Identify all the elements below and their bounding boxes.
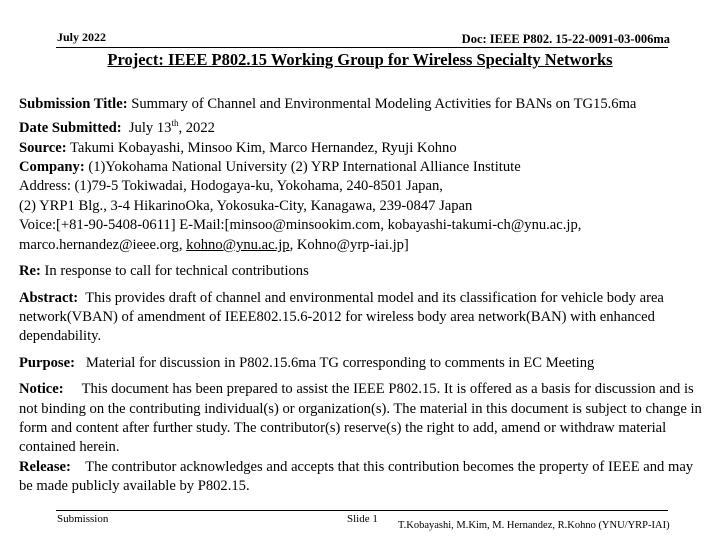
release-label: Release:: [19, 458, 71, 475]
date-submitted-line: [19, 114, 709, 138]
date-submitted-label: Date Submitted:: [19, 120, 122, 137]
abstract-text: This provides draft of channel and environmental model and its classification for vehicle body area network(VBAN) of amendment of IEEE802.15.6-2012 for wireless body area network(BAN) with enhanced dependability.: [19, 289, 664, 345]
abstract-label: Abstract:: [19, 289, 79, 306]
footer-submission: Submission: [57, 513, 109, 525]
submission-title-value: Summary of Channel and Environmental Modeling Activities for BANs on TG15.6ma: [131, 96, 637, 112]
voice-email-line: Voice:[+81-90-5408-0611] E-Mail:[minsoo@minsookim.com, kobayashi-takumi-ch@ynu.ac.jp,: [19, 217, 582, 234]
company-line: [19, 158, 709, 177]
submission-title-label: Submission Title:: [19, 96, 128, 112]
slide-body: [19, 90, 709, 497]
footer-slide-number: Slide 1: [347, 513, 378, 525]
email-line-start: marco.hernandez@ieee.org,: [19, 236, 187, 253]
purpose-paragraph: [19, 354, 709, 373]
abstract-paragraph: [19, 289, 709, 347]
footer-divider: [56, 510, 668, 511]
purpose-label: Purpose:: [19, 354, 75, 371]
notice-text: This document has been prepared to assist the IEEE P802.15. It is offered as a basis for discussion and is not binding on the contributing individual(s) or organization(s). The material in this document is subject to change in form and content after further study. The contributor(s) reserve(s) the right to add, amend or withdraw material contained herein.: [19, 381, 702, 456]
date-submitted-ordinal: th: [171, 118, 179, 129]
email-link[interactable]: kohno@ynu.ac.jp: [186, 236, 290, 253]
purpose-text: Material for discussion in P802.15.6ma TG corresponding to comments in EC Meeting: [85, 354, 595, 371]
re-value: In response to call for technical contributions: [44, 263, 309, 280]
re-line: [19, 262, 709, 281]
date-submitted-year: , 2022: [178, 120, 215, 137]
date-submitted-value: July 13: [128, 120, 172, 137]
notice-paragraph: [19, 380, 709, 458]
header-date: July 2022: [57, 30, 107, 44]
submission-title-line: [19, 95, 709, 114]
company-label: Company:: [19, 159, 85, 176]
source-label: Source:: [19, 139, 67, 156]
email-line-end: , Kohno@yrp-iai.jp]: [289, 236, 409, 253]
header-doc-id: Doc: IEEE P802. 15-22-0091-03-006ma: [461, 32, 670, 46]
address-line-2: (2) YRP1 Blg., 3-4 HikarinoOka, Yokosuka-City, Kanagawa, 239-0847 Japan: [19, 197, 473, 214]
address-line-1: Address: (1)79-5 Tokiwadai, Hodogaya-ku, Yokohama, 240-8501 Japan,: [19, 178, 443, 195]
company-value: (1)Yokohama National University (2) YRP International Alliance Institute: [88, 159, 521, 176]
release-paragraph: [19, 458, 709, 497]
footer-authors: T.Kobayashi, M.Kim, M. Hernandez, R.Kohno (YNU/YRP-IAI): [398, 520, 670, 531]
re-label: Re:: [19, 263, 41, 280]
source-line: [19, 139, 709, 158]
project-title: Project: IEEE P802.15 Working Group for Wireless Specialty Networks: [107, 50, 613, 69]
notice-label: Notice:: [19, 381, 64, 398]
header-divider: [56, 47, 668, 48]
release-text: The contributor acknowledges and accepts that this contribution becomes the property of IEEE and may be made publicly available by P802.15.: [19, 458, 694, 495]
source-value: Takumi Kobayashi, Minsoo Kim, Marco Hernandez, Ryuji Kohno: [69, 139, 457, 156]
email-line: [19, 236, 709, 255]
